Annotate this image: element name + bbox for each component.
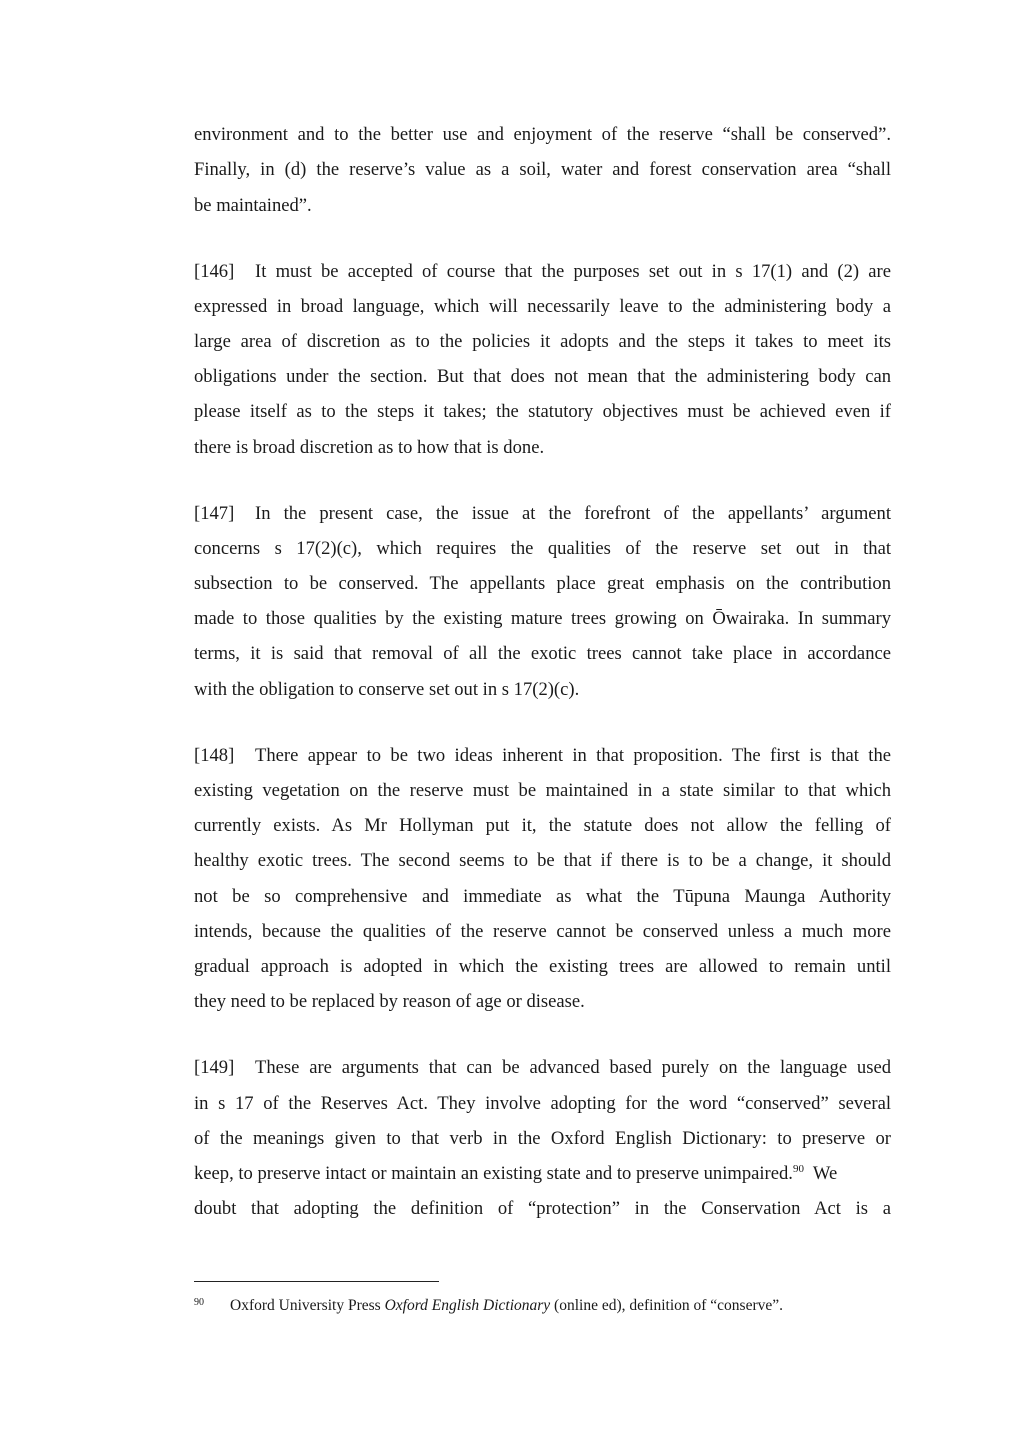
body-text: There appear to be two ideas inherent in that proposition. The first is that the: [255, 745, 891, 766]
body-line: existing vegetation on the reserve must be maintained in a state similar to that which: [194, 780, 891, 801]
body-line: of the meanings given to that verb in the Oxford English Dictionary: to preserve or: [194, 1128, 891, 1149]
body-text: It must be accepted of course that the purposes set out in s 17(1) and (2) are: [255, 261, 891, 282]
body-line: not be so comprehensive and immediate as what the Tūpuna Maunga Authority: [194, 886, 891, 907]
body-text: These are arguments that can be advanced based purely on the language used: [255, 1057, 891, 1078]
paragraph-first-line: [194, 503, 891, 525]
body-line: gradual approach is adopted in which the existing trees are allowed to remain until: [194, 956, 891, 977]
body-line: obligations under the section. But that does not mean that the administering body can: [194, 366, 891, 387]
paragraph-number: [147]: [194, 503, 235, 524]
paragraph-number: [149]: [194, 1057, 235, 1078]
footnote-number: 90: [194, 1297, 204, 1308]
body-line: concerns s 17(2)(c), which requires the qualities of the reserve set out in that: [194, 538, 891, 559]
body-line: subsection to be conserved. The appellants place great emphasis on the contribution: [194, 573, 891, 594]
body-line: [194, 1163, 891, 1185]
body-line: there is broad discretion as to how that is done.: [194, 437, 545, 458]
footnote-reference[interactable]: 90: [792, 1162, 804, 1175]
paragraph-first-line: [194, 1057, 891, 1079]
body-line: large area of discretion as to the policies it adopts and the steps it takes to meet its: [194, 331, 891, 352]
body-line: with the obligation to conserve set out in s 17(2)(c).: [194, 679, 580, 700]
body-line: intends, because the qualities of the reserve cannot be conserved unless a much more: [194, 921, 891, 942]
body-line: Finally, in (d) the reserve’s value as a soil, water and forest conservation area “shall: [194, 159, 891, 180]
body-line: expressed in broad language, which will necessarily leave to the administering body a: [194, 296, 891, 317]
footnote-divider: [194, 1281, 439, 1282]
paragraph-number: [146]: [194, 261, 235, 282]
paragraph-first-line: [194, 261, 891, 283]
footnote-italic-title: Oxford English Dictionary: [384, 1297, 551, 1314]
paragraph-first-line: [194, 745, 891, 767]
body-line: environment and to the better use and enjoyment of the reserve “shall be conserved”.: [194, 124, 891, 145]
footnote: [194, 1293, 891, 1316]
body-line: healthy exotic trees. The second seems to be that if there is to be a change, it should: [194, 850, 891, 871]
footnote-text: (online ed), definition of “conserve”.: [550, 1297, 784, 1314]
body-text: In the present case, the issue at the forefront of the appellants’ argument: [255, 503, 891, 524]
body-line: doubt that adopting the definition of “protection” in the Conservation Act is a: [194, 1198, 891, 1219]
body-line: be maintained”.: [194, 195, 312, 216]
paragraph-number: [148]: [194, 745, 235, 766]
body-text: keep, to preserve intact or maintain an existing state and to preserve unimpaired.: [194, 1163, 793, 1184]
body-line: made to those qualities by the existing mature trees growing on Ōwairaka. In summary: [194, 608, 891, 629]
body-line: in s 17 of the Reserves Act. They involve adopting for the word “conserved” several: [194, 1093, 891, 1114]
body-line: please itself as to the steps it takes; the statutory objectives must be achieved even if: [194, 401, 891, 422]
body-line: they need to be replaced by reason of age or disease.: [194, 991, 585, 1012]
body-text: We: [803, 1163, 838, 1184]
body-line: currently exists. As Mr Hollyman put it, the statute does not allow the felling of: [194, 815, 891, 836]
footnote-text: Oxford University Press: [230, 1297, 385, 1314]
body-line: terms, it is said that removal of all the exotic trees cannot take place in accordance: [194, 643, 891, 664]
